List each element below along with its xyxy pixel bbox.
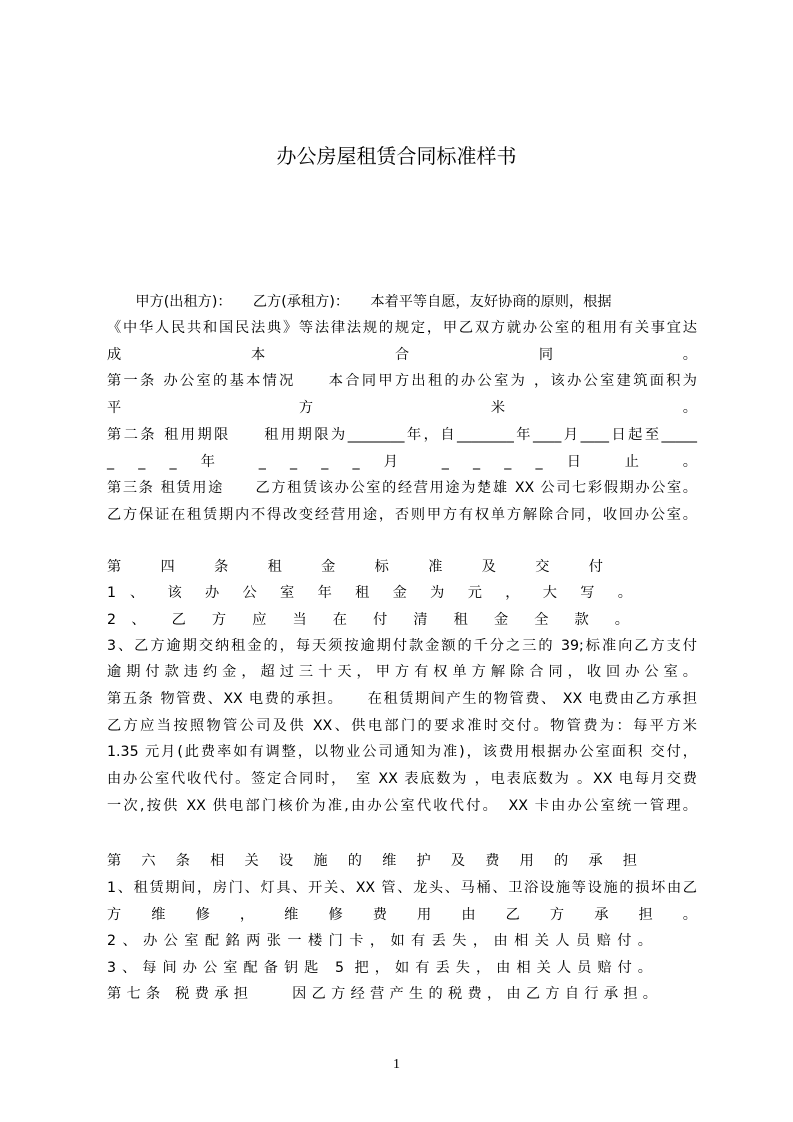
- text-line: 第七条 税费承担 因乙方经营产生的税费，由乙方自行承担。: [107, 986, 657, 1002]
- text-line: 由办公室代收代付。签定合同时， 室 XX 表底数为 ，电表底数为 。XX 电每月交费: [107, 771, 697, 787]
- text-line: 3、乙方逾期交纳租金的，每天须按逾期付款金额的千分之三的 39;标准向乙方支付: [107, 638, 697, 654]
- text-line: 第一条 办公室的基本情况 本合同甲方出租的办公室为 ，该办公室建筑面积为: [107, 373, 697, 389]
- text-line: 1 、 该 办 公 室 年 租 金 为 元 ， 大 写 。: [107, 585, 632, 601]
- text-line: 2、办公室配銘两张一楼门卡，如有丢失，由相关人员赔付。: [107, 933, 652, 949]
- text-line: 第五条 物管费、XX 电费的承担。 在租赁期间产生的物管费、 XX 电费由乙方承担: [107, 691, 697, 707]
- text-line: 甲方(出租方)： 乙方(承租方)： 本着平等自愿，友好协商的原则，根据: [107, 294, 612, 310]
- text-line: 3、每间办公室配备钥匙 5 把，如有丢失，由相关人员赔付。: [107, 960, 652, 976]
- text-line: 1.35 元月(此费率如有调整，以物业公司通知为准)，该费用根据办公室面积 交付，: [107, 744, 697, 760]
- text-line: 2 、 乙 方 应 当 在 付 清 租 金 全 款 。: [107, 612, 629, 628]
- document-title: 办公房屋租赁合同标准样书: [276, 144, 517, 168]
- text-line: 一次,按供 XX 供电部门核价为准,由办公室代收代付。 XX 卡由办公室统一管理。: [107, 798, 697, 814]
- section-heading: 第 四 条 租 金 标 准 及 交 付: [107, 559, 603, 575]
- text-line: 1、租赁期间，房门、灯具、开关、XX 管、龙头、马桶、卫浴设施等设施的损坏由乙: [107, 880, 697, 896]
- text-line: 平 方 米 。: [107, 400, 697, 416]
- text-line: 《中华人民共和国民法典》等法律法规的规定，甲乙双方就办公室的租用有关事宜达: [107, 320, 697, 336]
- text-line: 成 本 合 同 。: [107, 347, 697, 363]
- text-line: 方 维 修 ， 维 修 费 用 由 乙 方 承 担 。: [107, 907, 697, 923]
- text-line: 逾期付款违约金，超过三十天，甲方有权单方解除合同，收回办公室。: [107, 664, 697, 680]
- text-line: 第二条 租用期限 租用期限为________年，自________年____月____日起至_____: [107, 427, 697, 443]
- page-number: 1: [393, 1057, 400, 1072]
- text-line: 乙方保证在租赁期内不得改变经营用途，否则甲方有权单方解除合同，收回办公室。: [107, 507, 697, 523]
- section-heading: 第 六 条 相 关 设 施 的 维 护 及 费 用 的 承 担: [107, 853, 637, 869]
- text-line: 第三条 租赁用途 乙方租赁该办公室的经营用途为楚雄 XX 公司七彩假期办公室。: [107, 480, 697, 496]
- text-line: 乙方应当按照物管公司及供 XX、供电部门的要求准时交付。物管费为：每平方米: [107, 718, 697, 734]
- text-line: _ _ _ 年 _ _ _ _ 月 _ _ _ _ 日 止 。: [107, 454, 697, 470]
